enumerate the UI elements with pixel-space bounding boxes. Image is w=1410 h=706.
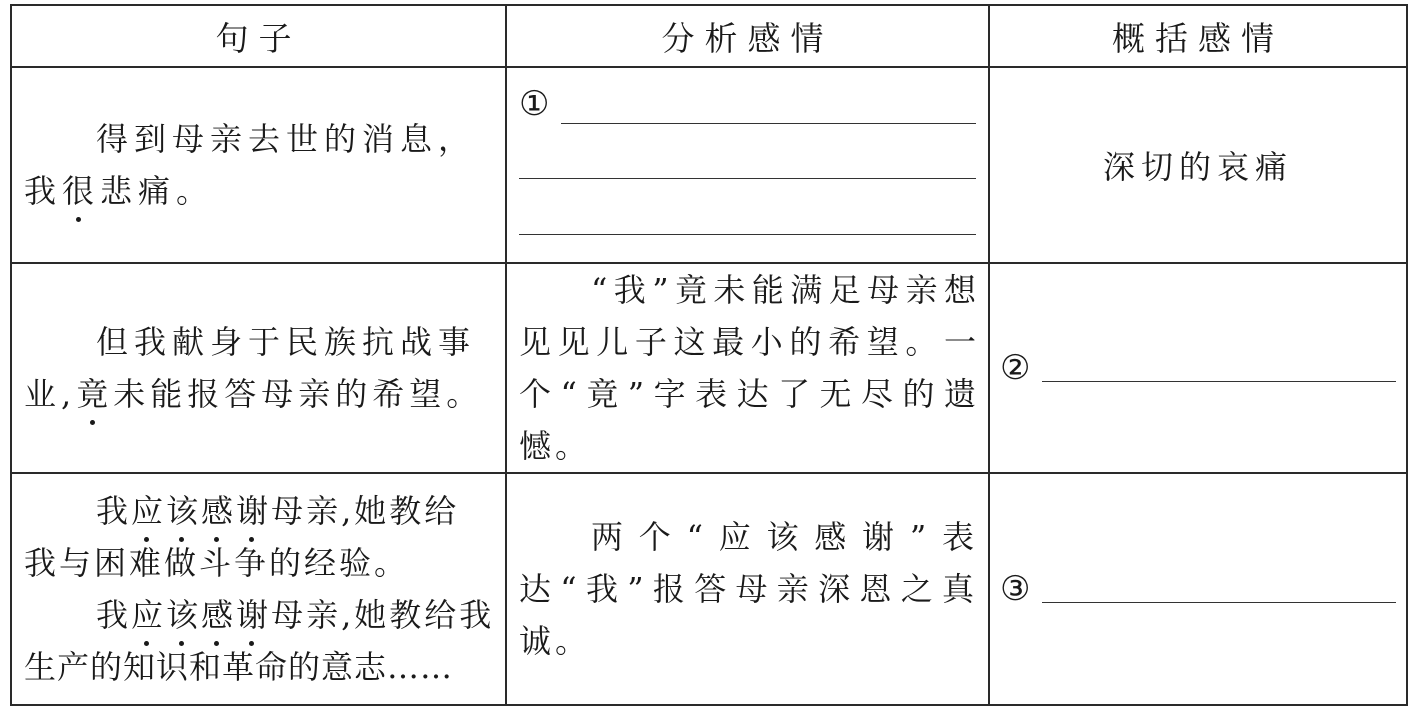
table-row xyxy=(11,263,1407,473)
row1-emphasis-word: 很 xyxy=(62,172,101,210)
table-row xyxy=(11,67,1407,263)
answer-line[interactable] xyxy=(1042,381,1396,382)
row1-sentence-line2 xyxy=(12,165,505,217)
blank-number-1: ① xyxy=(519,84,550,124)
row1-sentence-part: 悲痛。 xyxy=(100,172,215,210)
row2-sentence-part: 业, xyxy=(24,375,77,413)
row1-sentence xyxy=(12,113,505,165)
answer-line[interactable] xyxy=(519,124,976,179)
row3-sentence-part: 我 xyxy=(96,492,132,530)
row2-sentence-part: 但我献身于民族抗战事 xyxy=(96,323,477,361)
row3-sentence-part: 母亲,她教给我 xyxy=(271,596,495,634)
row3-sentence-2 xyxy=(12,589,505,641)
answer-line[interactable] xyxy=(561,123,976,124)
row3-sentence-cell xyxy=(11,473,506,705)
row3-sentence-2-line2: 生产的知识和革命的意志…… xyxy=(24,648,454,686)
row3-emphasis-word: 应该感谢 xyxy=(131,492,272,530)
answer-line[interactable] xyxy=(519,180,976,235)
table-header-row xyxy=(11,5,1407,67)
row1-summary: 深切的哀痛 xyxy=(989,67,1407,263)
row1-sentence-cell xyxy=(11,67,506,263)
row3-sentence-part: 我 xyxy=(96,596,132,634)
header-sentence: 句子 xyxy=(11,5,506,67)
row2-sentence-line2 xyxy=(12,368,505,420)
row3-analysis: 两个“应该感谢”表达“我”报答母亲深恩之真诚。 xyxy=(519,518,978,660)
row3-sentence-1 xyxy=(12,485,505,537)
row2-emphasis-word: 竟 xyxy=(76,375,114,413)
blank-number-2: ② xyxy=(1000,348,1031,388)
header-summary: 概括感情 xyxy=(989,5,1407,67)
row2-analysis-cell xyxy=(506,263,989,473)
emotion-analysis-table xyxy=(10,4,1406,686)
row3-sentence-part: 母亲,她教给 xyxy=(271,492,460,530)
row3-summary-blank[interactable] xyxy=(989,473,1407,705)
row1-analysis-blank[interactable] xyxy=(506,67,989,263)
row2-summary-blank[interactable] xyxy=(989,263,1407,473)
header-analysis: 分析感情 xyxy=(506,5,989,67)
row2-sentence-cell xyxy=(11,263,506,473)
row2-analysis: “我”竟未能满足母亲想见见儿子这最小的希望。一个“竟”字表达了无尽的遗憾。 xyxy=(519,271,980,465)
row3-emphasis-word: 应该感谢 xyxy=(131,596,272,634)
answer-line[interactable] xyxy=(1042,602,1396,603)
row1-sentence-part: 得到母亲去世的消息， xyxy=(96,120,477,158)
row2-sentence-part: 未能报答母亲的希望。 xyxy=(113,375,484,413)
row3-sentence-1-line2: 我与困难做斗争的经验。 xyxy=(24,544,410,582)
table-row xyxy=(11,473,1407,705)
blank-number-3: ③ xyxy=(1000,569,1031,609)
row1-sentence-part: 我 xyxy=(24,172,63,210)
row3-analysis-cell xyxy=(506,473,989,705)
row2-sentence xyxy=(12,316,505,368)
